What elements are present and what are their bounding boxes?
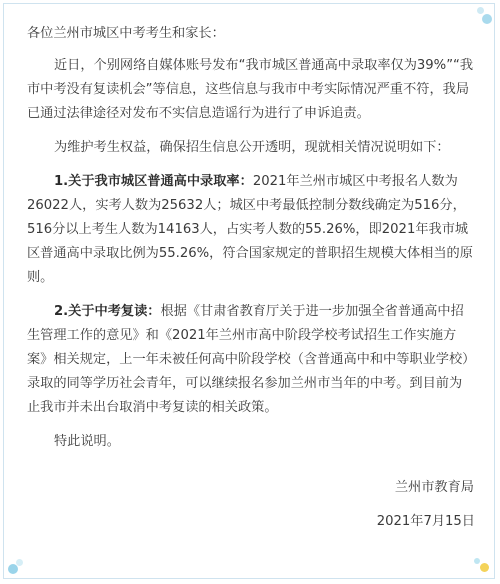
item-admission-rate [27,170,475,290]
item-heading: 1.关于我市城区普通高中录取率： [54,174,253,189]
notice-body [27,22,475,534]
corner-dots-decoration [6,552,30,576]
closing-line: 特此说明。 [54,434,120,449]
item-text: 2021年兰州市城区中考报名人数为26022人，实考人数为25632人；城区中考最低控制分数线确定为516分，516分以上考生人数为14163人，占实考人数的55.26%，即2021年我市城区普通高中录取比例为55.26%，符合国家规定的普职招生规模大体相当的原则。 [27,174,473,285]
item-text: 根据《甘肃省教育厅关于进一步加强全省普通高中招生管理工作的意见》和《2021年兰州市高中阶段学校考试招生工作实施方案》相关规定，上一年未被任何高中阶段学校（含普通高中和中等职业学校）录取的同等学历社会青年，可以继续报名参加兰州市当年的中考。到目前为止我市并未出台取消中考复读的相关政策。 [27,304,469,415]
paragraph-background: 近日，个别网络自媒体账号发布“我市城区普通高中录取率仅为39%”“我市中考没有复读机会”等信息，这些信息与我市中考实际情况严重不符，我局已通过法律途径对发布不实信息造谣行为进行了申诉追责。 [27,58,474,121]
item-heading: 2.关于中考复读： [54,304,161,319]
salutation: 各位兰州市城区中考考生和家长： [27,26,225,41]
signature-date: 2021年7月15日 [376,514,475,529]
item-repeat-exam [27,300,475,420]
corner-dots-decoration [468,552,492,576]
signature-org: 兰州市教育局 [394,480,474,495]
paragraph-intro: 为维护考生权益，确保招生信息公开透明，现就相关情况说明如下： [54,140,450,155]
